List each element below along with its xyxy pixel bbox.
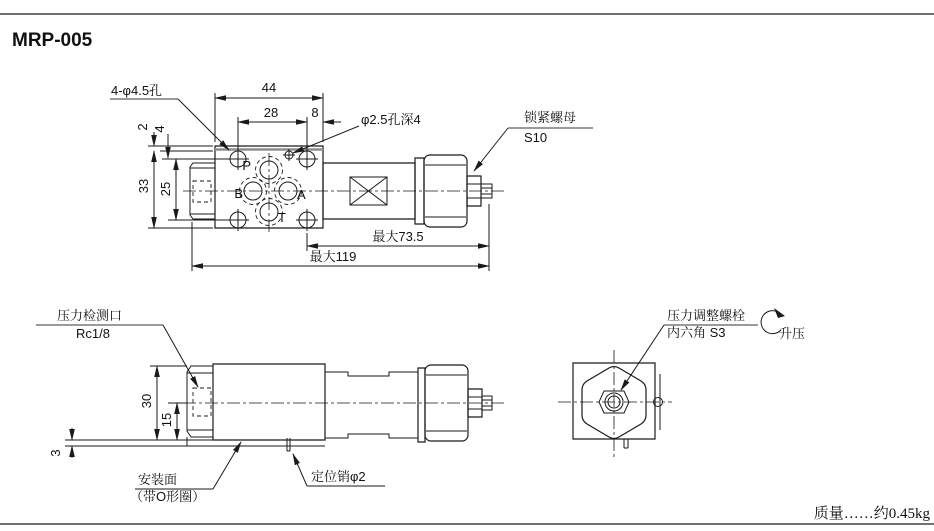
label-mount-surface-note-text: （带O形圈） [130, 489, 206, 504]
label-adjust-bolt-hex-text: 内六角 S3 [667, 325, 726, 340]
dim-28 [238, 105, 307, 150]
page-title: MRP-005 [12, 30, 93, 51]
label-pressure-port [36, 308, 198, 387]
label-adjust-bolt-text: 压力调整螺栓 [667, 308, 746, 323]
dim-8-text: 8 [311, 105, 319, 120]
valve-body-side [213, 364, 325, 440]
dim-15 [159, 403, 187, 440]
port-label-a: A [297, 187, 306, 202]
hex-plug-side-view [187, 366, 213, 437]
label-mount-surface-text: 安装面 [138, 472, 178, 487]
dim-73-5-text: 最大73.5 [372, 229, 424, 244]
label-mount-holes-text: 4-φ4.5孔 [111, 83, 163, 98]
dim-2-text: 2 [135, 123, 150, 131]
pressure-port-hidden [193, 388, 211, 416]
dim-15-text: 15 [159, 412, 174, 428]
raise-pressure-text: 升压 [779, 326, 806, 341]
label-pressure-port-text: 压力检测口 [57, 308, 123, 323]
dim-44-text: 44 [261, 80, 277, 95]
rotation-arrow-head [774, 308, 785, 318]
mount-hole-top-right [296, 148, 318, 170]
dim-4 [152, 125, 230, 159]
raise-pressure-symbol [761, 308, 805, 341]
dim-33-text: 33 [136, 178, 151, 194]
label-locating-pin-text: 定位销φ2 [311, 469, 366, 484]
label-lock-nut [474, 110, 593, 171]
side-view [36, 308, 505, 504]
port-label-b: B [234, 186, 243, 201]
cylinder-bottom-profile [325, 434, 418, 438]
label-mount-holes [110, 83, 229, 150]
label-locating-pin [293, 454, 385, 486]
pilot-hole [283, 149, 295, 161]
label-lock-nut-text: 锁紧螺母 [524, 110, 577, 125]
dim-8 [311, 105, 341, 142]
port-label-p: P [242, 158, 251, 173]
cylinder-top-profile [325, 372, 418, 376]
hex-plug-port-hidden [193, 181, 211, 202]
dim-3 [48, 428, 72, 458]
dim-30-text: 30 [139, 393, 154, 409]
mount-plate [65, 437, 325, 446]
mass-note: 质量……约0.45kg [813, 506, 930, 522]
port-label-t: T [278, 210, 286, 225]
dim-3-text: 3 [48, 449, 63, 457]
label-mount-surface [130, 442, 241, 504]
label-pilot-hole-text: φ2.5孔深4 [361, 112, 421, 127]
label-lock-nut-size-text: S10 [524, 130, 548, 145]
dim-2 [135, 123, 213, 151]
label-adjust-bolt [621, 308, 758, 390]
end-view [558, 308, 805, 458]
dim-25-text: 25 [158, 181, 173, 197]
top-view [110, 80, 593, 271]
locating-pin-end [624, 439, 628, 448]
dim-119-text: 最大119 [309, 249, 357, 264]
label-pressure-port-thread-text: Rc1/8 [76, 326, 110, 341]
dim-28-text: 28 [263, 105, 279, 120]
step-ring-side [418, 368, 425, 442]
dim-4-text: 4 [152, 125, 167, 133]
